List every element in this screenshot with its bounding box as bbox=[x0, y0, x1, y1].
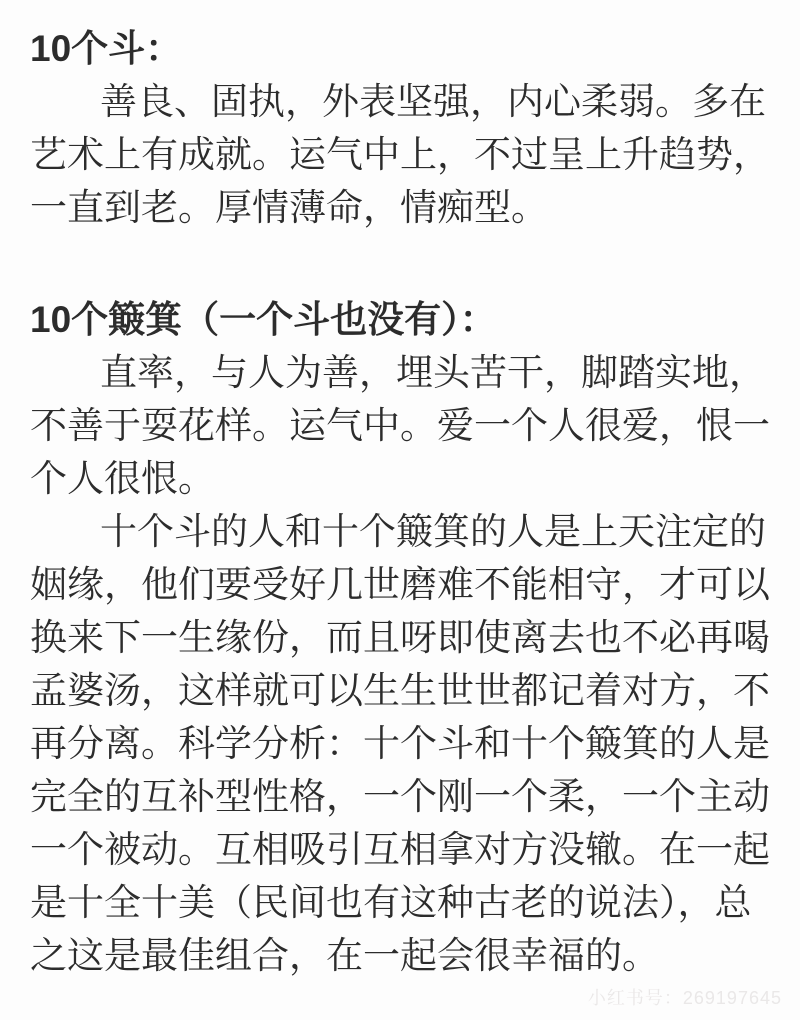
watermark-account-number: 269197645 bbox=[682, 988, 782, 1008]
text-line: 十个斗的人和十个簸箕的人是上天注定的 bbox=[100, 511, 766, 552]
paragraph bbox=[30, 346, 770, 505]
text-line: 完全的互补型性格，一个刚一个柔，一个主动 bbox=[30, 776, 770, 817]
text-line: 个人很恨。 bbox=[30, 458, 215, 499]
section-2 bbox=[30, 293, 770, 982]
text-line: 艺术上有成就。运气中上，不过呈上升趋势， bbox=[30, 134, 770, 175]
text-line: 一个被动。互相吸引互相拿对方没辙。在一起 bbox=[30, 829, 770, 870]
paragraph bbox=[30, 505, 770, 982]
text-line: 姻缘，他们要受好几世磨难不能相守，才可以 bbox=[30, 564, 770, 605]
section-heading: 10个斗： bbox=[30, 28, 183, 69]
text-line: 不善于耍花样。运气中。爱一个人很爱，恨一 bbox=[30, 405, 770, 446]
text-line: 直率，与人为善，埋头苦干，脚踏实地， bbox=[100, 352, 766, 393]
text-line: 孟婆汤，这样就可以生生世世都记着对方，不 bbox=[30, 670, 770, 711]
text-line: 是十全十美（民间也有这种古老的说法），总 bbox=[30, 882, 752, 923]
watermark bbox=[588, 988, 782, 1008]
text-line: 一直到老。厚情薄命，情痴型。 bbox=[30, 187, 548, 228]
text-line: 再分离。科学分析：十个斗和十个簸箕的人是 bbox=[30, 723, 770, 764]
section-heading: 10个簸箕（一个斗也没有）： bbox=[30, 299, 497, 340]
watermark-label: 小红书号： bbox=[587, 988, 683, 1008]
text-line: 善良、固执，外表坚强，内心柔弱。多在 bbox=[100, 81, 766, 122]
paragraph bbox=[30, 75, 770, 234]
section-1 bbox=[30, 22, 770, 234]
text-line: 换来下一生缘份，而且呀即使离去也不必再喝 bbox=[30, 617, 770, 658]
text-line: 之这是最佳组合，在一起会很幸福的。 bbox=[30, 935, 659, 976]
